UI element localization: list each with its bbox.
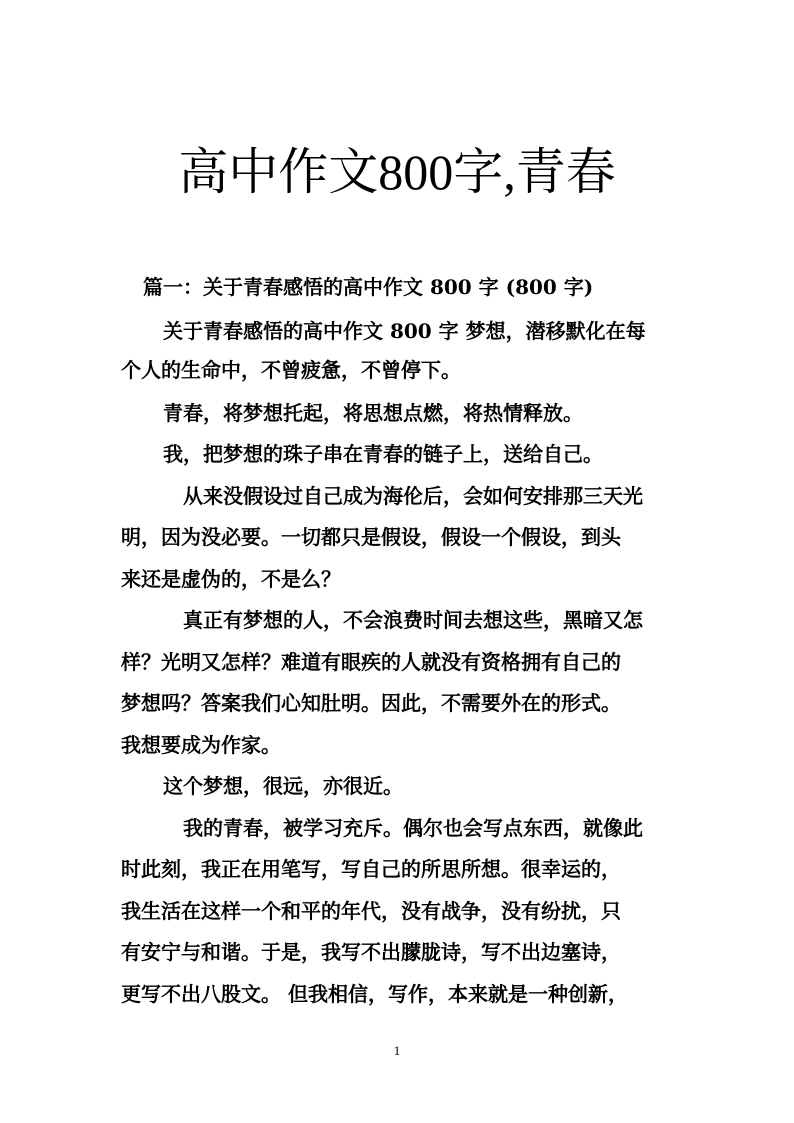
paragraph-line: 个人的生命中，不曾疲惫，不曾停下。 [121, 358, 461, 382]
page-title: 高中作文800字,青春 [178, 144, 616, 200]
paragraph-line: 从来没假设过自己成为海伦后，会如何安排那三天光 [183, 484, 643, 508]
paragraph-line: 有安宁与和谐。于是，我写不出朦胧诗，写不出边塞诗， [121, 940, 621, 964]
paragraph-line: 我的青春，被学习充斥。偶尔也会写点东西，就像此 [183, 816, 643, 840]
paragraph-line: 这个梦想，很远，亦很近。 [163, 774, 403, 798]
section-heading: 篇一：关于青春感悟的高中作文 800 字 (800 字) [143, 275, 594, 299]
paragraph-line: 样？光明又怎样？难道有眼疾的人就没有资格拥有自己的 [121, 650, 621, 674]
paragraph-line: 真正有梦想的人，不会浪费时间去想这些，黑暗又怎 [183, 608, 643, 632]
paragraph-line: 更写不出八股文。 但我相信，写作，本来就是一种创新， [121, 982, 628, 1006]
paragraph-line: 青春，将梦想托起，将思想点燃，将热情释放。 [163, 401, 583, 425]
paragraph-line: 梦想吗？答案我们心知肚明。因此，不需要外在的形式。 [121, 691, 621, 715]
paragraph-line: 关于青春感悟的高中作文 800 字 梦想，潜移默化在每 [163, 319, 646, 343]
paragraph-line: 我，把梦想的珠子串在青春的链子上，送给自己。 [163, 442, 603, 466]
page-number: 1 [393, 1043, 401, 1058]
paragraph-line: 时此刻，我正在用笔写，写自己的所思所想。很幸运的， [121, 857, 621, 881]
paragraph-line: 我想要成为作家。 [121, 733, 281, 757]
paragraph-line: 我生活在这样一个和平的年代，没有战争，没有纷扰，只 [121, 899, 621, 923]
paragraph-line: 明，因为没必要。一切都只是假设，假设一个假设，到头 [121, 525, 621, 549]
paragraph-line: 来还是虚伪的，不是么？ [121, 567, 341, 591]
